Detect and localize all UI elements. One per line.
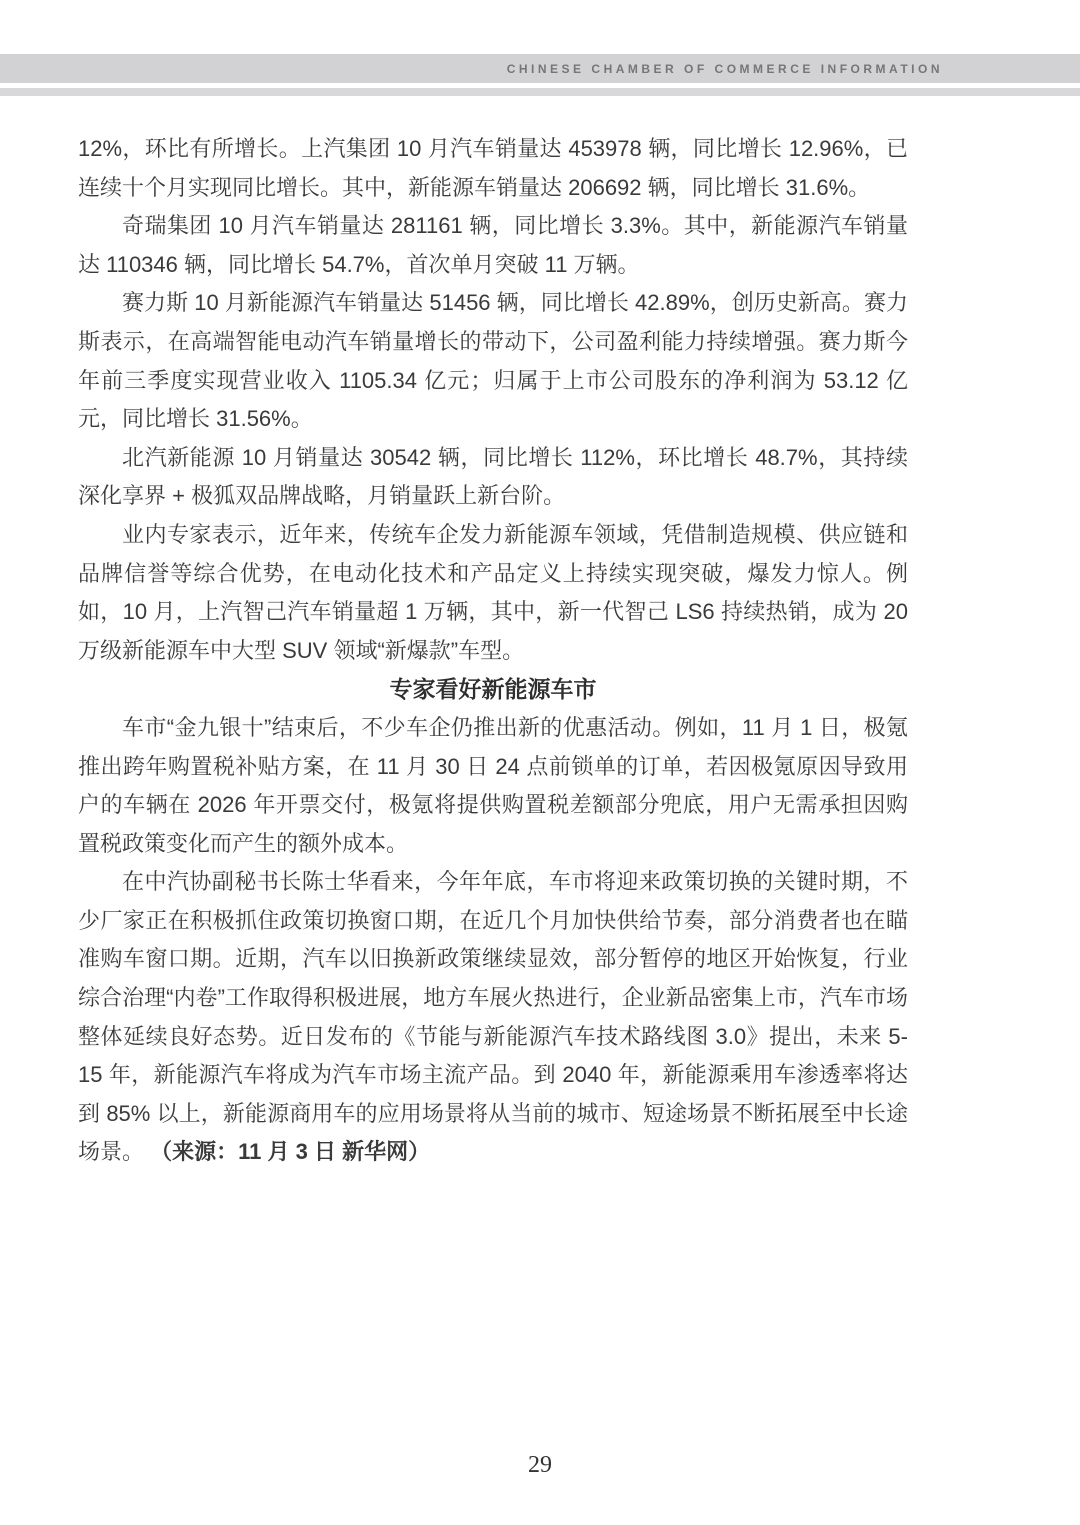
paragraph-caam — [78, 863, 908, 1172]
section-heading: 专家看好新能源车市 — [389, 676, 597, 703]
paragraph-experts: 业内专家表示，近年来，传统车企发力新能源车领域，凭借制造规模、供应链和品牌信誉等综合优势，在电动化技术和产品定义上持续实现突破，爆发力惊人。例如，10 月，上汽智己汽车销量超 1 万辆，其中，新一代智己 LS6 持续热销，成为 20 万级新能源车中大型 SUV 领域“新爆款”车型。 — [78, 521, 908, 663]
page-number: 29 — [528, 1452, 552, 1478]
paragraph-seres: 赛力斯 10 月新能源汽车销量达 51456 辆，同比增长 42.89%，创历史新高。赛力斯表示，在高端智能电动汽车销量增长的带动下，公司盈利能力持续增强。赛力斯今年前三季度实现营业收入 1105.34 亿元；归属于上市公司股东的净利润为 53.12 亿元，同比增长 31.56%。 — [78, 290, 908, 432]
paragraph-zeekr: 车市“金九银十”结束后，不少车企仍推出新的优惠活动。例如，11 月 1 日，极氪推出跨年购置税补贴方案，在 11 月 30 日 24 点前锁单的订单，若因极氪原因导致用户的车辆在 2026 年开票交付，极氪将提供购置税差额部分兜底，用户无需承担因购置税政策变化而产生的额外成本。 — [78, 714, 908, 856]
paragraph-saic: 12%，环比有所增长。上汽集团 10 月汽车销量达 453978 辆，同比增长 12.96%，已连续十个月实现同比增长。其中，新能源车销量达 206692 辆，同比增长 31.6%。 — [78, 136, 908, 200]
paragraph-baic: 北汽新能源 10 月销量达 30542 辆，同比增长 112%，环比增长 48.7%，其持续深化享界 + 极狐双品牌战略，月销量跃上新台阶。 — [78, 444, 908, 509]
source-note: （来源：11 月 3 日 新华网） — [150, 1139, 431, 1165]
paragraph-caam-text: 在中汽协副秘书长陈士华看来，今年年底，车市将迎来政策切换的关键时期，不少厂家正在积极抓住政策切换窗口期，在近几个月加快供给节奏，部分消费者也在瞄准购车窗口期。近期，汽车以旧换新政策继续显效，部分暂停的地区开始恢复，行业综合治理“内卷”工作取得积极进展，地方车展火热进行，企业新品密集上市，汽车市场整体延续良好态势。近日发布的《节能与新能源汽车技术路线图 3.0》提出，未来 5-15 年，新能源汽车将成为汽车市场主流产品。到 2040 年，新能源乘用车渗透率将达到 85% 以上，新能源商用车的应用场景将从当前的城市、短途场景不断拓展至中长途场景。 — [78, 869, 908, 1165]
article-body — [78, 130, 908, 1172]
header-banner-text: CHINESE CHAMBER OF COMMERCE INFORMATION — [506, 61, 943, 76]
header-rule — [0, 88, 1080, 96]
header-banner — [0, 54, 1080, 83]
paragraph-chery: 奇瑞集团 10 月汽车销量达 281161 辆，同比增长 3.3%。其中，新能源汽车销量达 110346 辆，同比增长 54.7%，首次单月突破 11 万辆。 — [78, 213, 908, 277]
